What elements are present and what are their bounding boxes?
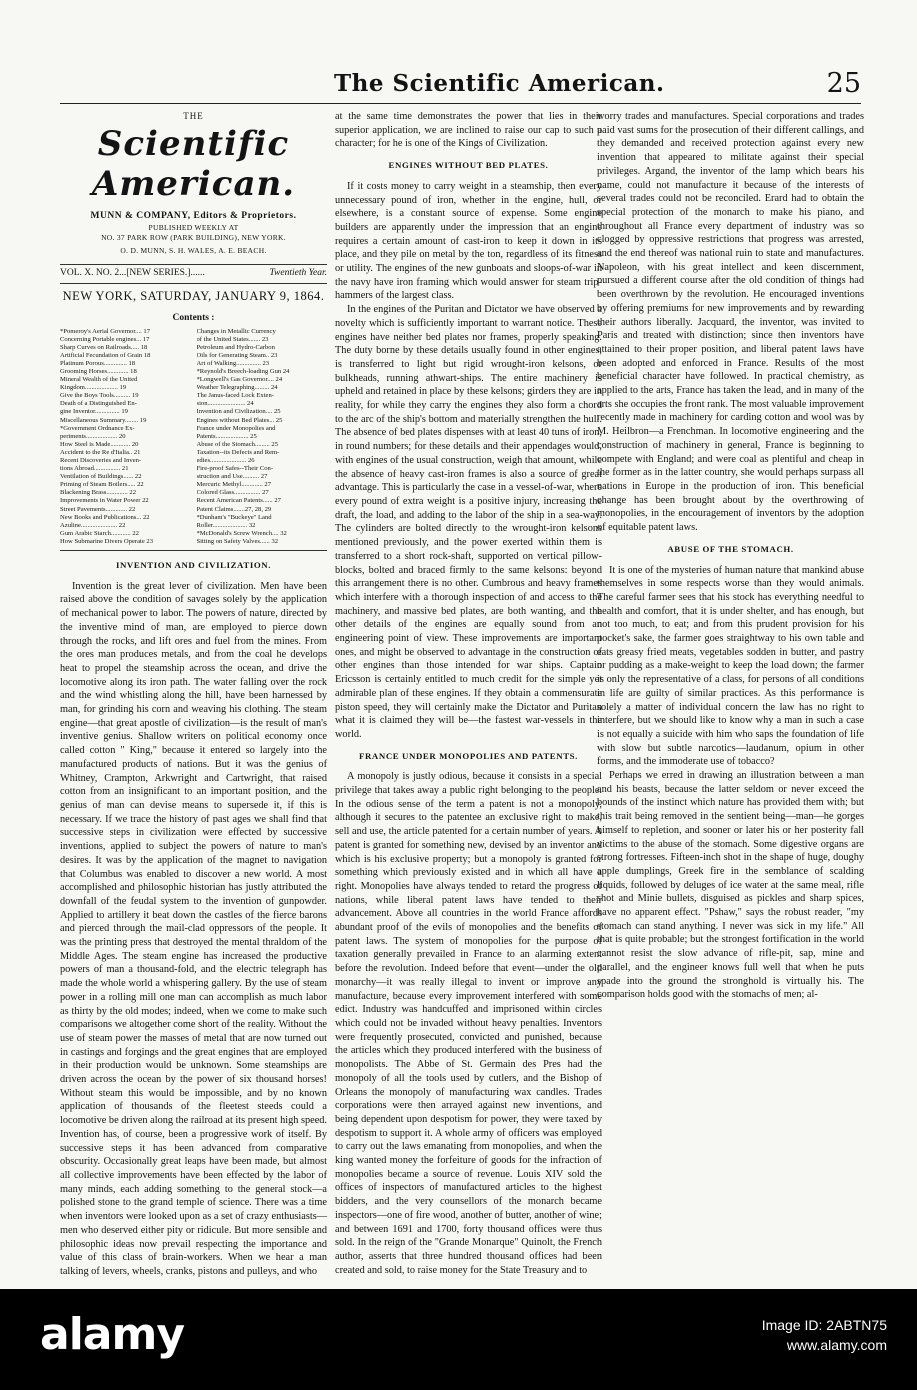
contents-entry: Fire-proof Safes--Their Con- — [196, 465, 274, 473]
contents-entry: struction and Use.......... 27 — [196, 473, 268, 481]
issue-date: NEW YORK, SATURDAY, JANUARY 9, 1864. — [62, 289, 325, 304]
contents-entry: Death of a Distinguished En- — [60, 400, 137, 408]
contents-entry: sion....................... 24 — [196, 400, 254, 408]
column-2-continuation — [335, 110, 602, 151]
contents-entry: Taxation--its Defects and Rem- — [196, 448, 280, 456]
contents-entry: *Reynold's Breech-loading Gun 24 — [196, 367, 290, 375]
contents-entry: New Books and Publications... 22 — [60, 513, 150, 521]
article-paragraph: Perhaps we erred in drawing an illustration between a man and his beasts, because the latter seldom or never exceed the bounds of the instinct which nature has provided them with; but this trait being removed in the sentient being—man—he gorges himself to repletion, and sooner or later his or her posterity fall victims to the abuse of the stomach. Some digestive organs are strong fortresses. Fifteen-inch shot in the shape of huge, doughy apple dumplings, Greek fire in the semblance of scalding liquids, followed by deluges of ice water at the same meal, rifle shot and Minie bullets, disguised as pickles and sharp spices, have no apparent effect. "Pshaw," says the robust reader, "my stomach can stand anything. I never was sick in my life." All that is quite probable; but the strongest fortification in the world cannot resist the slow advance of rifle-pit, sap, mine and parallel, and the engineer knows full well that when he puts spade into the ground the stronghold is virtually his. The comparison holds good with the stomachs of men; al- — [597, 770, 864, 1001]
contents-entry: Patents.................... 25 — [196, 432, 257, 440]
contents-entry: *Dunham's "Buckeye" Land — [196, 513, 272, 521]
nameplate — [60, 110, 327, 256]
running-header — [0, 70, 917, 104]
contents-entry: Gum Arabic Starch............ 22 — [60, 529, 139, 537]
contents-entry: *Government Ordnance Ex- — [60, 424, 135, 432]
contents-entry: Recent American Patents...... 27 — [196, 497, 281, 505]
contents-entry: The Janus-faced Lock Exten- — [196, 392, 274, 400]
contents-entry: Art of Walking............... 23 — [196, 359, 270, 367]
publisher-address: NO. 37 PARK ROW (PARK BUILDING), NEW YORK. — [101, 233, 286, 243]
contents-entry: *Pomeroy's Aerial Governor.... 17 — [60, 327, 151, 335]
contents-entry: Azuline...................... 22 — [60, 521, 126, 529]
contents-entry: Weather Telegraphing......... 24 — [196, 384, 278, 392]
contents-entry: Give the Boys Tools.......... 19 — [60, 392, 139, 400]
contents-entry: Oils for Generating Steam.. 23 — [196, 351, 278, 359]
contents-entry: Improvements in Water Power 22 — [60, 497, 149, 505]
contents-entry: Roller..................... 32 — [196, 521, 256, 529]
published-weekly: PUBLISHED WEEKLY AT — [148, 223, 239, 233]
contents-entry: How Submarine Divers Operate 23 — [60, 537, 154, 545]
alamy-logo: alamy — [40, 1309, 184, 1360]
volume-year: Twentieth Year. — [269, 268, 327, 279]
running-title: The Scientific American. — [334, 70, 665, 97]
volume-line — [60, 264, 327, 284]
article-paragraph: A monopoly is justly odious, because it consists in a special privilege that takes away a public right belonging to the people. In the odious sense of the term a patent is not a monopoly, although it secures to the patentee an exclusive right to make, sell and use, the article patented for a certain number of years. A patent is granted for something new, devised by an inventor and which is his exclusive property; but a monopoly is granted for something which previously existed and in which all have a right. Monopolies have always tended to retard the progress of nations, while liberal patent laws have tended to their advancement. Above all countries in the world France affords abundant proof of the evils of monopolies and the benefits of patent laws. The system of monopolies for the purpose of taxation generally prevailed in France to an alarming extent before the revolution. Indeed before that event—under the old monarchy—it was really illegal to invent or improve any manufacture, because every improvement interfered with some edict. Industry was handcuffed and imprisoned within circles which could not be invaded without heavy penalties. Inventors were frequently prosecuted, convicted and punished, because the articles which they produced interfered with the business of monopolists. The Abbe of St. Germain des Pres had the monopoly of all the tools used by cutlers, and the Bishop of Orleans the monopoly of manufacturing wax candles. Trades corporations were then arrayed against new inventions, and being dependent upon despotism for power, they were taxed by despotism to support it. A whole army of officers was employed to carry out the laws emanating from monopolies, and when the king wanted money the forfeiture of goods for the infraction of monopolies became a source of revenue. Louis XIV sold the offices of inspectors of manufactured articles to the highest bidders, and the very counsellors of the monarch became inspectors—one of fire wood, another of butter, another of wine; and between 1691 and 1700, forty thousand offices were thus sold. In the reign of the "Grande Monarque" Quinolt, the French author, asserts that three hundred thousand offices had been created and sold, to raise money for the State Treasury and to — [335, 771, 602, 1276]
article-heading: ENGINES WITHOUT BED PLATES. — [388, 160, 549, 171]
nameplate-the: THE — [183, 111, 204, 121]
contents-entry: of the United States....... 23 — [196, 335, 269, 343]
column-1 — [60, 110, 327, 1279]
contents-right-column — [197, 328, 328, 547]
article-paragraph-continued: worry trades and manufactures. Special corporations and trades paid vast sums for the prosecution of their different callings, and they demanded and received protection against every new invention that appeared to militate against their special privileges. Argand, the inventor of the lamp which bears his name, could not manufacture it because of the interests of several trades could not be reconciled. Erard had to obtain the special protection of the monarch to make his piano, and throughout all France every department of industry was so clogged by oppressive restrictions that progress was arrested, and the end thereof was national ruin to state and manufactures. Napoleon, with his great intellect and keen discernment, pursued a different course after the old condition of things had been overthrown by the revolution. He encouraged inventions by offering premiums for new improvements and by rewarding their authors liberally. Jacquard, the inventor, was invited to Paris and treated with distinction; since then inventors have attained to their proper position, and liberal patent laws have been adopted and enforced in France. Results of the most beneficial character have followed. In practical chemistry, as applied to the arts, France has taken the lead, and in many of the arts she occupies the front rank. The most valuable improvement recently made in machinery for carding cotton and wool was by M. Heilbron—a Frenchman. In locomotive engineering and the construction of machinery in general, France is beginning to compete with England; and were coal as plentiful and cheap in the former as in the latter country, she would perhaps surpass all nations in Europe in the production of iron. This beneficial change has been brought about by the overthrowing of monopolies, in the encouragement of inventors by the adoption of equitable patent laws. — [597, 111, 864, 534]
contents-entry: edies...................... 26 — [196, 457, 255, 465]
contents-entry: tions Abroad................ 21 — [60, 465, 129, 473]
contents-entry: gine Inventor............... 19 — [60, 408, 128, 416]
contents-entry: Mercuric Methyl............. 27 — [196, 481, 272, 489]
contents-entry: Kingdom.................... 19 — [60, 384, 127, 392]
page-number: 25 — [826, 68, 861, 99]
contents-entry: Miscellaneous Summary........ 19 — [60, 416, 147, 424]
contents-entry: Petroleum and Hydro-Carbon — [196, 343, 275, 351]
article-heading: INVENTION AND CIVILIZATION. — [115, 560, 272, 571]
contents-entry: Accident to the Re d'Italia.. 21 — [60, 448, 141, 456]
contents-left-column — [60, 328, 191, 547]
article-paragraph: It is one of the mysteries of human nature that mankind abuse themselves in some respects worse than they would animals. The careful farmer sees that his stock has everything needful to health and comfort, that it is under shelter, and has enough, but not too much, to eat; and from this prudent provision for his pocket's sake, the farmer goes straightway to his own table and eats greasy fried meats, vegetables sodden in butter, and pastry or pudding as a make-weight to keep the load down; the farmer is only the representative of a class, for persons of all conditions in life are guilty of similar practices. As this performance is solely a matter of individual concern the law has no right to interfere, but we should like to know why a man in such a case is not equally a suicide with him who saps the foundation of life with slow but subtle narcotics—laudanum, opium in other forms, and the immoderate use of tobacco? — [597, 564, 864, 768]
contents-entry: Ventilation of Buildings...... 22 — [60, 473, 142, 481]
contents-heading: Contents : — [172, 312, 215, 323]
contents-entry: Sharp Curves on Railroads..... 18 — [60, 343, 148, 351]
article-paragraph: Invention is the great lever of civilization. Men have been raised above the condition of savages solely by the application of mechanical power to labor. The powers of nature, directed by the inventive mind of man, are employed to pierce down through the rocks, and lift ores and fuel from the mines. From the ores man produces metals, and from the coal he develops heat to propel the steamship across the ocean, and drive the locomotive along its iron path. The water falling over the rock and the wind whistling along the hill, have been harnessed by man, for grinding his corn and weaving his clothing. The steam engine—that great apostle of civilization—is the result of man's inventive genius. Shallow writers on political economy once called cotton " King," because it entered so largely into the manufactured products of nations. But it was the genius of Whitney, Crampton, Arkwright and Cartwright, that raised cotton from an insignificant to an important position, and the genius of man can devise means to supersede it, if this is necessary. If we trace the history of past ages we shall find that successive steps in civilization were effected by successive inventions, applied to subject the powers of nature to man's desires. It was by the application of the magnet to navigation that Columbus was enabled to discover a new world. A most accomplished and philosophic historian has justly attributed the downfall of the feudal system to the invention of gunpowder. Applied to artillery it beat down the castles of the fierce barons and pierced through the mail-clad oppressors of the people. It was the printing press that destroyed the mental thraldom of the Middle Ages. The steam engine has increased the productive powers of man a thousand-fold, and the electric telegraph has made the whole world a whispering gallery. By the use of steam power in a rolling mill one man can accomplish as much labor as thirty by the old modes; indeed, when we come to make such comparisons we altogether come short of the reality. Without the use of steam power the masses of metal that are now turned out in castings and forgings and the great engines that are employed in their production would be unknown. Some steamships are driven across the ocean by the power of six thousand horses! Without steam this would be impossible, and by no known application of thousands of the fleetest steeds could a locomotive be driven along the railroad at its present high speed. Invention has, of course, been a progressive work of itself. By successive steps it has been advanced from comparative obscurity. Occasionally great leaps have been made, but almost all collective improvements have been effected by the labor of many minds, each adding something to the general stock—a polished stone to the grand temple of science. There was a time when inventors were looked upon as a set of crazy enthusiasts—men who deserved either pity or ridicule. But more sensible and philosophic ideas now prevail respecting the importance and value of this class of brain-workers. When we hear a man talking of levers, wheels, cranks, pistons and pulleys, and who — [60, 580, 327, 1277]
contents-entry: Recent Discoveries and Inven- — [60, 457, 142, 465]
editor-names: O. D. MUNN, S. H. WALES, A. E. BEACH. — [120, 246, 267, 256]
contents-entry: How Steel is Made............ 20 — [60, 440, 139, 448]
contents-entry: Mineral Wealth of the United — [60, 376, 138, 384]
contents-entry: Patent Claims.......27, 28, 29 — [196, 505, 272, 513]
site-url[interactable]: www.alamy.com — [786, 1337, 887, 1353]
contents-entry: Grooming Horses............. 18 — [60, 367, 137, 375]
contents-entry: Concerning Portable engines... 17 — [60, 335, 150, 343]
article-paragraph-continued: at the same time demonstrates the power that lies in their superior application, we are inclined to raise our cap to such a character; for he is one of the Kings of Civilization. — [335, 111, 602, 150]
contents-entry: Platinum Porous.............. 18 — [60, 359, 136, 367]
contents-entry: *Longwell's Gas Governor.... 24 — [196, 376, 283, 384]
article-paragraph: In the engines of the Puritan and Dictator we have observed a novelty which is sufficiently important to warrant notice. These engines have neither bed plates nor frames, properly speaking. The duty borne by these details usually found in other engines, is transferred to light but rigid wrought-iron kelsons, or bulkheads, running athwart-ships. The entire machinery is upheld and retained in place by these kelsons; girders they are in reality, for while they carry the engines they also form a chord to the arc of the ship's bottom and materially strengthen the hull. The absence of bed plates dispenses with at least 40 tuns of iron, in round numbers; for these details and their appendages would, with engines of the usual construction, weigh that amount, while the absence of heavy cast-iron frames is also a source of great advantage. This is particularly the case in a vessel-of-war, where every pound of extra weight is a positive injury, increasing the draft, the load, and adding to the labor of the ship in a sea-way. The cylinders are bolted directly to the wrought-iron kelsons mentioned previously, and the power exerted within them is transferred to a short rock-shaft, supported on vertical pillow-blocks, bolted and braced firmly to the same kelsons: beyond this arrangement there is no other. Cumbrous and heavy frames which interfere with a thorough inspection of and access to the machinery, and massive bed plates, are both wanting, and the other details of the engines are equally sound from an engineering point of view. These improvements are important ones, and might be observed to advantage in the construction of other engines than those intended for war ships. Captain Ericsson is certainly entitled to much credit for the simple yet admirable plan of these engines. If they obtain a commensurate piston speed, they will certainly make the Dictator and Puritan what it is claimed they will be—the fastest war-vessels in the world. — [335, 304, 602, 740]
contents-entry: Sitting on Safety Valves...... 32 — [196, 537, 279, 545]
contents-entry: Artificial Fecundation of Grain 18 — [60, 351, 151, 359]
image-info — [762, 1315, 887, 1355]
article-heading: FRANCE UNDER MONOPOLIES AND PATENTS. — [359, 750, 578, 761]
column-3 — [597, 110, 864, 1002]
contents-entry: periments................... 20 — [60, 432, 126, 440]
publisher-line: MUNN & COMPANY, Editors & Proprietors. — [90, 210, 297, 221]
contents-entry: Engines without Bed Plates... 25 — [196, 416, 283, 424]
contents-entry: Changes in Metallic Currency — [196, 327, 276, 335]
image-id: Image ID: 2ABTN75 — [761, 1317, 887, 1333]
contents-table — [60, 328, 327, 552]
article-paragraph: If it costs money to carry weight in a steamship, then every unnecessary pound of iron, whether in the engine, hull, or elsewhere, is a constant source of expense. Some engine builders are apparently under the impression that an engine requires a certain amount of cast-iron to keep it down in its place, and they pile on metal by the ton, regardless of its fitness or utility. The engines of the new gunboats and sloops-of-war in the navy have iron framing which would answer for steam trip-hammers of the largest class. — [335, 180, 602, 302]
contents-entry: France under Monopolies and — [196, 424, 276, 432]
article-heading: ABUSE OF THE STOMACH. — [667, 543, 794, 554]
nameplate-title: Scientific American. — [91, 123, 296, 204]
contents-entry: Colored Glass................ 27 — [196, 489, 269, 497]
contents-entry: *McDonald's Screw Wrench.... 32 — [196, 529, 287, 537]
column-2 — [335, 110, 602, 1277]
contents-entry: Street Pavements............. 22 — [60, 505, 136, 513]
volume-number: VOL. X. NO. 2...[NEW SERIES.]...... — [60, 268, 205, 279]
header-rule — [60, 103, 861, 104]
contents-entry: Abuse of the Stomach......... 25 — [196, 440, 278, 448]
contents-entry: Invention and Civilization.... 25 — [196, 408, 281, 416]
contents-entry: Blackening Brass............. 22 — [60, 489, 137, 497]
stock-footer — [0, 1289, 917, 1390]
contents-entry: Priming of Steam Boilers..... 22 — [60, 481, 144, 489]
